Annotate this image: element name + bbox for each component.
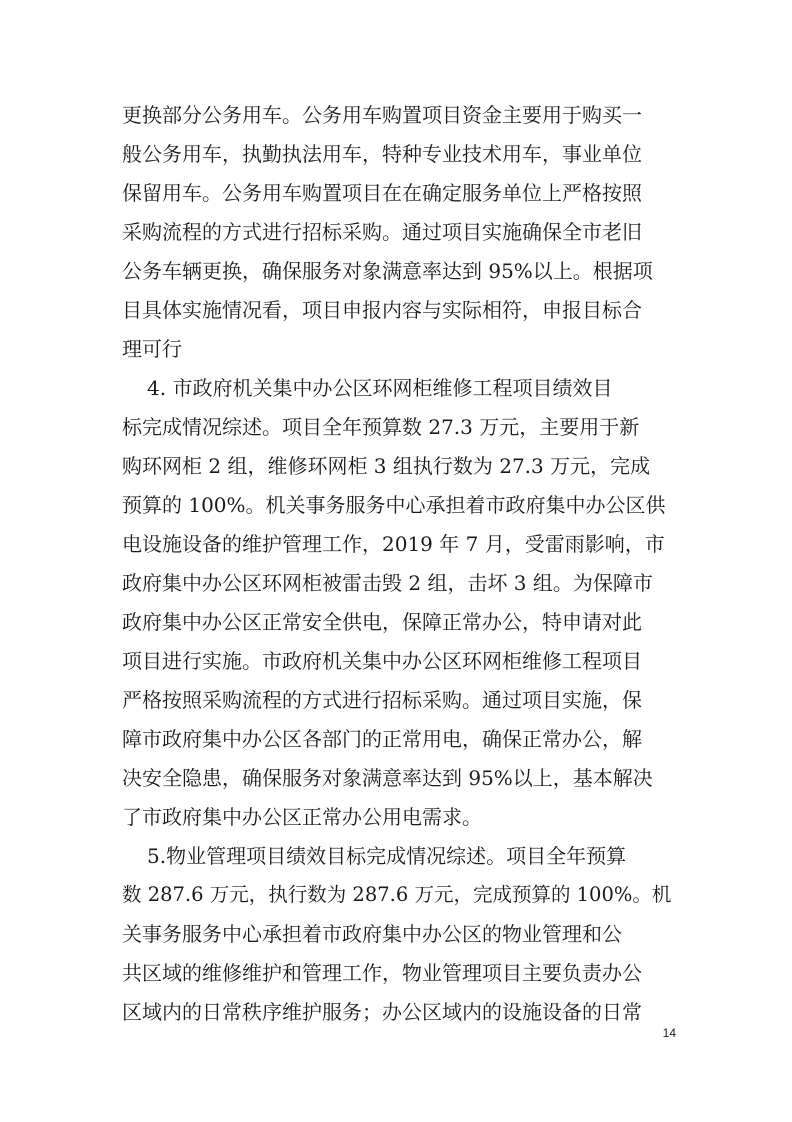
text-line: 公务车辆更换，确保服务对象满意率达到 95%以上。根据项 xyxy=(122,259,653,283)
text-line: 政府集中办公区正常安全供电，保障正常办公，特申请对此 xyxy=(122,610,642,634)
text-line: 理可行 xyxy=(122,337,182,361)
section-4-heading-line: 4. 市政府机关集中办公区环网柜维修工程项目绩效目 xyxy=(147,376,613,400)
text-line: 了市政府集中办公区正常办公用电需求。 xyxy=(122,805,482,829)
text-line: 般公务用车，执勤执法用车，特种专业技术用车，事业单位 xyxy=(122,142,642,166)
text-line: 预算的 100%。机关事务服务中心承担着市政府集中办公区供 xyxy=(122,493,666,517)
text-line: 购环网柜 2 组，维修环网柜 3 组执行数为 27.3 万元，完成 xyxy=(122,454,651,478)
text-line: 采购流程的方式进行招标采购。通过项目实施确保全市老旧 xyxy=(122,220,642,244)
text-line: 项目进行实施。市政府机关集中办公区环网柜维修工程项目 xyxy=(122,649,642,673)
text-line: 数 287.6 万元，执行数为 287.6 万元，完成预算的 100%。机 xyxy=(122,883,672,906)
text-line: 目具体实施情况看，项目申报内容与实际相符，申报目标合 xyxy=(122,298,642,322)
text-line: 更换部分公务用车。公务用车购置项目资金主要用于购买一 xyxy=(122,103,642,127)
text-line: 区域内的日常秩序维护服务；办公区域内的设施设备的日常 xyxy=(122,1000,642,1024)
text-line: 电设施设备的维护管理工作，2019 年 7 月，受雷雨影响，市 xyxy=(122,532,665,556)
text-line: 严格按照采购流程的方式进行招标采购。通过项目实施，保 xyxy=(122,688,642,712)
text-line: 障市政府集中办公区各部门的正常用电，确保正常办公，解 xyxy=(122,727,642,751)
text-line: 保留用车。公务用车购置项目在在确定服务单位上严格按照 xyxy=(122,181,642,205)
text-line: 标完成情况综述。项目全年预算数 27.3 万元，主要用于新 xyxy=(122,415,640,439)
section-5-heading-line: 5.物业管理项目绩效目标完成情况综述。项目全年预算 xyxy=(147,844,627,868)
text-line: 关事务服务中心承担着市政府集中办公区的物业管理和公 xyxy=(122,922,622,946)
text-line: 决安全隐患，确保服务对象满意率达到 95%以上，基本解决 xyxy=(122,766,653,790)
text-line: 政府集中办公区环网柜被雷击毁 2 组，击坏 3 组。为保障市 xyxy=(122,571,653,595)
text-line: 共区域的维修维护和管理工作，物业管理项目主要负责办公 xyxy=(122,961,642,985)
page-number: 14 xyxy=(662,1026,676,1040)
